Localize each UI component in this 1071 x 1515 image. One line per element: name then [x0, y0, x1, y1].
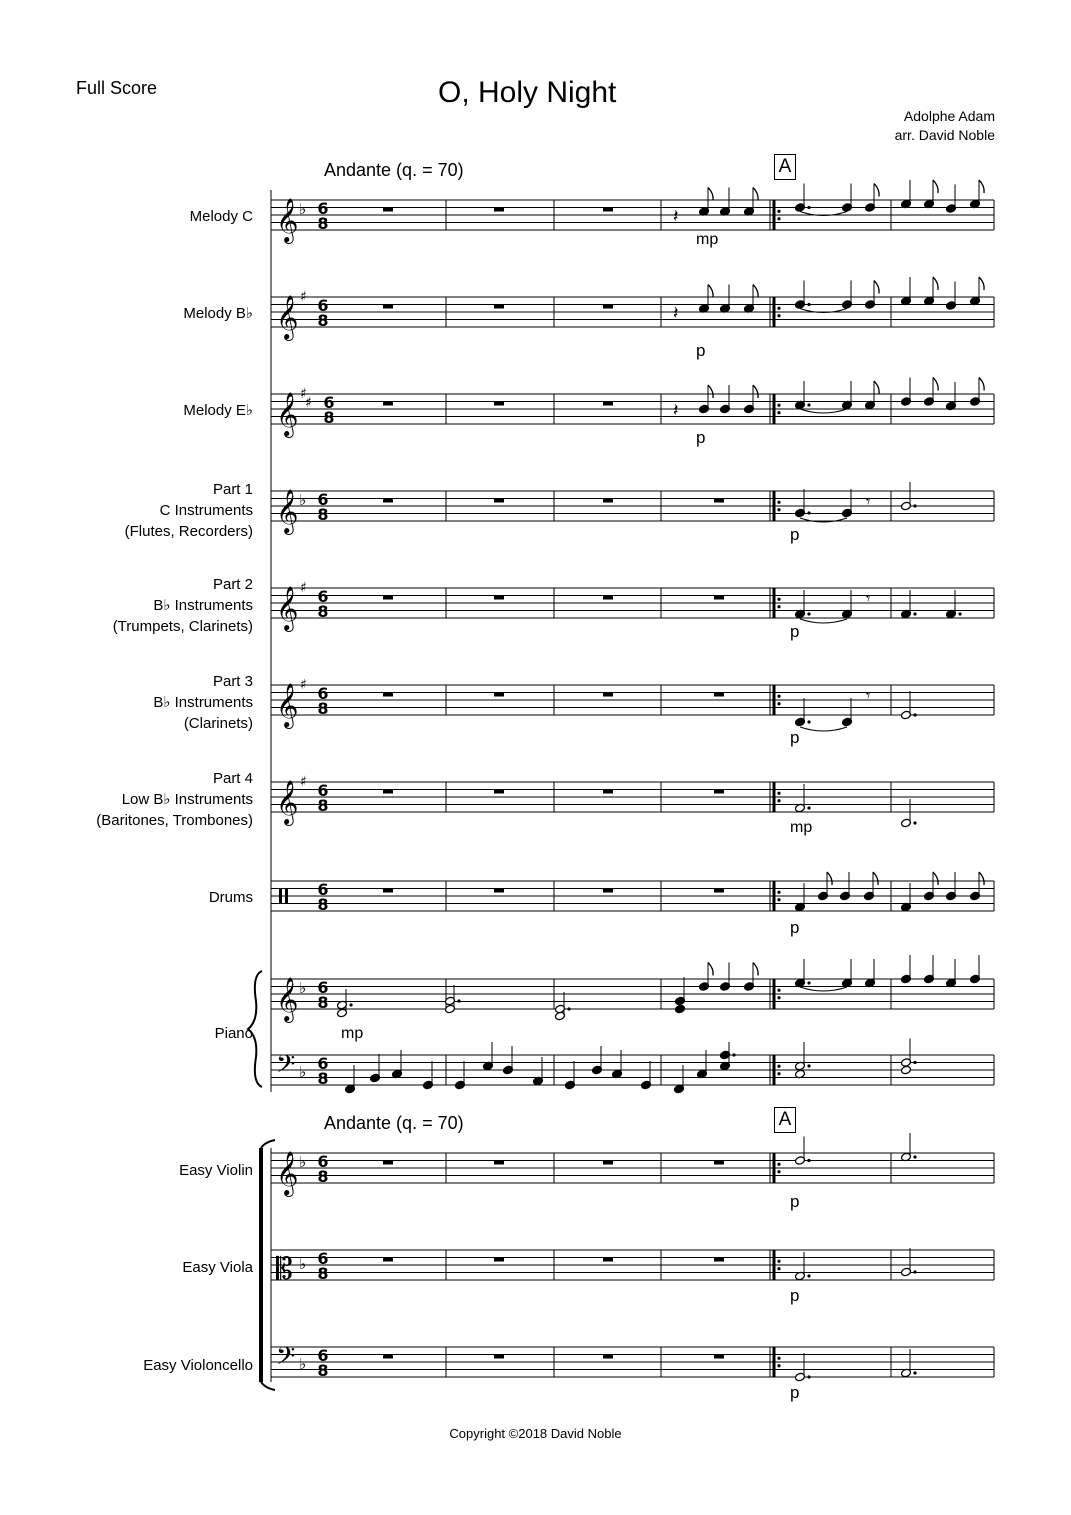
whole-rest: [714, 1355, 724, 1359]
augmentation-dot: [807, 720, 810, 723]
note-flag: [753, 285, 758, 298]
note-flag: [873, 872, 878, 885]
whole-rest: [494, 1355, 504, 1359]
whole-rest: [714, 596, 724, 600]
dynamic-marking: mp: [696, 231, 719, 248]
treble-clef-icon: 𝄞: [276, 1151, 299, 1195]
composer-credit: Adolphe Adam: [903, 108, 995, 124]
augmentation-dot: [807, 612, 810, 615]
staff-label-easy-violin: Easy Violin: [179, 1162, 253, 1179]
augmentation-dot: [457, 999, 460, 1002]
note-flag: [933, 277, 938, 290]
whole-rest: [494, 1258, 504, 1262]
whole-rest: [383, 1258, 393, 1262]
repeat-dot: [777, 1065, 780, 1068]
staff-label-drums: Drums: [208, 889, 253, 906]
repeat-dot: [777, 605, 780, 608]
time-signature-top: 6: [317, 1249, 329, 1268]
repeat-dot: [777, 792, 780, 795]
repeat-dot: [777, 702, 780, 705]
dynamic-marking: p: [696, 428, 706, 447]
time-signature-bottom: 8: [317, 993, 329, 1012]
staff-label-part-3: Part 3 B♭ Instruments (Clarinets): [153, 673, 253, 732]
whole-rest: [714, 1161, 724, 1165]
alto-clef-icon: 𝄡: [276, 1252, 293, 1287]
dynamic-marking: p: [790, 622, 800, 641]
note-flag: [874, 281, 879, 294]
whole-rest: [383, 693, 393, 697]
augmentation-dot: [913, 713, 916, 716]
augmentation-dot: [807, 303, 810, 306]
whole-rest: [714, 889, 724, 893]
whole-rest: [494, 499, 504, 503]
staff-label-melody-bb: Melody B♭: [183, 305, 253, 322]
whole-rest: [714, 790, 724, 794]
tie: [800, 619, 847, 623]
eighth-rest: 𝄾: [866, 492, 871, 511]
whole-rest: [383, 1161, 393, 1165]
time-signature-top: 6: [317, 880, 329, 899]
augmentation-dot: [913, 504, 916, 507]
whole-rest: [383, 499, 393, 503]
time-signature-top: 6: [317, 199, 329, 218]
repeat-dot: [777, 898, 780, 901]
augmentation-dot: [349, 1003, 352, 1006]
sharp-sign: ♯: [300, 677, 307, 693]
treble-clef-icon: 𝄞: [276, 392, 299, 436]
whole-rest: [714, 693, 724, 697]
tempo-marking: Andante (q. = 70): [324, 1113, 464, 1133]
treble-clef-icon: 𝄞: [276, 198, 299, 242]
treble-clef-icon: 𝄞: [276, 780, 299, 824]
repeat-dot: [777, 598, 780, 601]
dynamic-marking: p: [790, 728, 800, 747]
time-signature-bottom: 8: [317, 1264, 329, 1283]
augmentation-dot: [807, 981, 810, 984]
augmentation-dot: [958, 612, 961, 615]
augmentation-dot: [913, 1155, 916, 1158]
whole-rest: [714, 1258, 724, 1262]
augmentation-dot: [913, 1371, 916, 1374]
arranger-credit: arr. David Noble: [894, 127, 995, 143]
note-flag: [979, 872, 984, 885]
augmentation-dot: [807, 1159, 810, 1162]
whole-rest: [383, 305, 393, 309]
brace-icon: [248, 971, 262, 1087]
note-flag: [933, 378, 938, 391]
note-flag: [827, 872, 832, 885]
whole-rest: [494, 889, 504, 893]
note-flag: [979, 180, 984, 193]
quarter-rest: 𝄽: [673, 400, 679, 421]
augmentation-dot: [807, 206, 810, 209]
time-signature-bottom: 8: [317, 796, 329, 815]
repeat-dot: [777, 996, 780, 999]
dynamic-marking: mp: [341, 1025, 364, 1042]
dynamic-marking: p: [696, 341, 706, 360]
rehearsal-mark: A: [774, 1107, 796, 1133]
whole-rest: [494, 208, 504, 212]
time-signature-bottom: 8: [323, 408, 335, 427]
whole-rest: [494, 596, 504, 600]
note: [901, 1065, 912, 1075]
time-signature-bottom: 8: [317, 311, 329, 330]
whole-rest: [383, 889, 393, 893]
flat-sign: ♭: [299, 200, 307, 218]
note-flag: [708, 188, 713, 201]
time-signature-top: 6: [317, 1152, 329, 1171]
note-flag: [874, 184, 879, 197]
time-signature-top: 6: [317, 781, 329, 800]
bracket-icon: [261, 1140, 275, 1148]
time-signature-bottom: 8: [317, 214, 329, 233]
staff-label-melody-eb: Melody E♭: [183, 402, 253, 419]
staff-label-easy-viola: Easy Viola: [182, 1259, 253, 1276]
score-type-label: Full Score: [76, 78, 158, 98]
augmentation-dot: [913, 1270, 916, 1273]
note-flag: [753, 188, 758, 201]
time-signature-top: 6: [317, 1346, 329, 1365]
repeat-dot: [777, 1260, 780, 1263]
augmentation-dot: [807, 1274, 810, 1277]
time-signature-top: 6: [317, 587, 329, 606]
note-flag: [753, 385, 758, 398]
tie: [800, 987, 847, 991]
repeat-dot: [777, 799, 780, 802]
whole-rest: [383, 402, 393, 406]
whole-rest: [603, 693, 613, 697]
whole-rest: [603, 402, 613, 406]
time-signature-bottom: 8: [317, 1167, 329, 1186]
sharp-sign: ♯: [300, 774, 307, 790]
repeat-dot: [777, 1357, 780, 1360]
repeat-dot: [777, 501, 780, 504]
treble-clef-icon: 𝄞: [276, 489, 299, 533]
bracket-icon: [259, 1148, 263, 1382]
repeat-dot: [777, 210, 780, 213]
rehearsal-mark: A: [774, 154, 796, 180]
whole-rest: [603, 1355, 613, 1359]
augmentation-dot: [567, 1007, 570, 1010]
note: [675, 1004, 686, 1014]
time-signature-top: 6: [317, 684, 329, 703]
tie: [800, 409, 847, 413]
whole-rest: [494, 790, 504, 794]
augmentation-dot: [732, 1053, 735, 1056]
time-signature-bottom: 8: [317, 895, 329, 914]
note-flag: [708, 285, 713, 298]
tempo-marking: Andante (q. = 70): [324, 160, 464, 180]
note-flag: [933, 180, 938, 193]
dynamic-marking: p: [790, 1383, 800, 1402]
whole-rest: [714, 499, 724, 503]
eighth-rest: 𝄾: [866, 686, 871, 705]
time-signature-top: 6: [317, 296, 329, 315]
percussion-clef-icon: [285, 889, 288, 904]
whole-rest: [603, 1258, 613, 1262]
flat-sign: ♭: [299, 979, 307, 997]
whole-rest: [603, 889, 613, 893]
repeat-dot: [777, 411, 780, 414]
repeat-dot: [777, 1364, 780, 1367]
bracket-icon: [261, 1382, 275, 1390]
time-signature-top: 6: [317, 1054, 329, 1073]
bass-clef-icon: 𝄢: [276, 1342, 296, 1377]
whole-rest: [494, 305, 504, 309]
treble-clef-icon: 𝄞: [276, 586, 299, 630]
note-flag: [753, 963, 758, 976]
repeat-dot: [777, 404, 780, 407]
flat-sign: ♭: [299, 1255, 307, 1273]
whole-rest: [383, 790, 393, 794]
note-flag: [708, 963, 713, 976]
staff-label-part-2: Part 2 B♭ Instruments (Trumpets, Clarinets): [112, 576, 253, 635]
whole-rest: [603, 208, 613, 212]
whole-rest: [494, 693, 504, 697]
note-flag: [979, 277, 984, 290]
flat-sign: ♭: [299, 491, 307, 509]
time-signature-bottom: 8: [317, 1361, 329, 1380]
repeat-dot: [777, 1267, 780, 1270]
tie: [800, 727, 847, 731]
augmentation-dot: [913, 821, 916, 824]
flat-sign: ♭: [299, 1355, 307, 1373]
augmentation-dot: [807, 1064, 810, 1067]
repeat-dot: [777, 891, 780, 894]
augmentation-dot: [913, 612, 916, 615]
staff-label-part-4: Part 4 Low B♭ Instruments (Baritones, Trombones): [96, 770, 253, 829]
time-signature-top: 6: [317, 978, 329, 997]
augmentation-dot: [807, 1375, 810, 1378]
whole-rest: [603, 499, 613, 503]
augmentation-dot: [913, 1061, 916, 1064]
whole-rest: [603, 1161, 613, 1165]
staff-label-melody-c: Melody C: [189, 208, 253, 225]
treble-clef-icon: 𝄞: [276, 295, 299, 339]
staff-label-piano: Piano: [214, 1025, 253, 1042]
quarter-rest: 𝄽: [673, 206, 679, 227]
whole-rest: [383, 1355, 393, 1359]
time-signature-top: 6: [317, 490, 329, 509]
dynamic-marking: p: [790, 525, 800, 544]
eighth-rest: 𝄾: [866, 589, 871, 608]
repeat-dot: [777, 1072, 780, 1075]
repeat-dot: [777, 1163, 780, 1166]
augmentation-dot: [807, 806, 810, 809]
note-flag: [933, 872, 938, 885]
dynamic-marking: p: [790, 1286, 800, 1305]
repeat-dot: [777, 508, 780, 511]
treble-clef-icon: 𝄞: [276, 977, 299, 1021]
flat-sign: ♭: [299, 1063, 307, 1081]
whole-rest: [383, 208, 393, 212]
whole-rest: [603, 790, 613, 794]
repeat-dot: [777, 314, 780, 317]
repeat-dot: [777, 1170, 780, 1173]
time-signature-bottom: 8: [317, 602, 329, 621]
sharp-sign: ♯: [300, 580, 307, 596]
note-flag: [979, 378, 984, 391]
note-flag: [708, 385, 713, 398]
treble-clef-icon: 𝄞: [276, 683, 299, 727]
bass-clef-icon: 𝄢: [276, 1050, 296, 1085]
sharp-sign: ♯: [305, 395, 312, 411]
whole-rest: [383, 596, 393, 600]
copyright-notice: Copyright ©2018 David Noble: [449, 1426, 622, 1441]
quarter-rest: 𝄽: [673, 303, 679, 324]
percussion-clef-icon: [279, 889, 282, 904]
repeat-dot: [777, 695, 780, 698]
time-signature-bottom: 8: [317, 699, 329, 718]
sharp-sign: ♯: [300, 386, 307, 402]
whole-rest: [603, 305, 613, 309]
repeat-dot: [777, 989, 780, 992]
staff-label-part-1: Part 1 C Instruments (Flutes, Recorders): [124, 481, 253, 540]
repeat-dot: [777, 307, 780, 310]
time-signature-bottom: 8: [317, 1069, 329, 1088]
whole-rest: [603, 596, 613, 600]
staff-label-easy-violoncello: Easy Violoncello: [143, 1357, 253, 1374]
dynamic-marking: p: [790, 1192, 800, 1211]
repeat-dot: [777, 217, 780, 220]
augmentation-dot: [807, 403, 810, 406]
time-signature-bottom: 8: [317, 505, 329, 524]
time-signature-top: 6: [323, 393, 335, 412]
dynamic-marking: p: [790, 918, 800, 937]
piece-title: O, Holy Night: [438, 76, 617, 109]
sharp-sign: ♯: [300, 289, 307, 305]
dynamic-marking: mp: [790, 819, 813, 836]
whole-rest: [494, 1161, 504, 1165]
note-flag: [874, 381, 879, 394]
flat-sign: ♭: [299, 1153, 307, 1171]
augmentation-dot: [807, 511, 810, 514]
whole-rest: [494, 402, 504, 406]
